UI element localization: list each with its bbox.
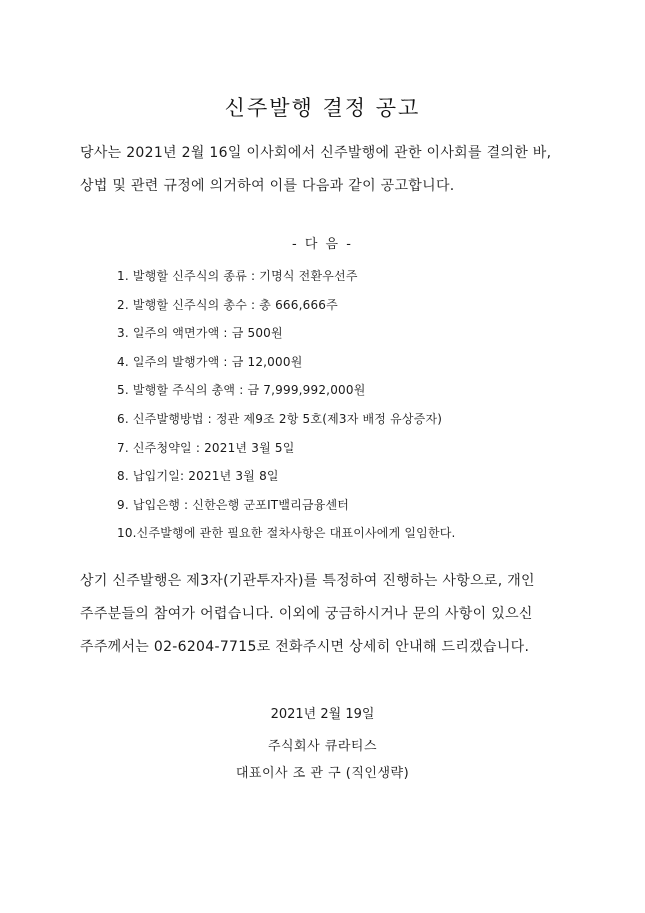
subheading: - 다 음 -: [292, 237, 353, 252]
list-item: 7. 신주청약일 : 2021년 3월 5일: [117, 440, 295, 455]
list-item: 5. 발행할 주식의 총액 : 금 7,999,992,000원: [117, 383, 366, 398]
intro-paragraph: [80, 137, 590, 203]
closing-line: 주주께서는 02-6204-7715로 전화주시면 상세히 안내해 드리겠습니다.: [80, 639, 530, 655]
company-name: 주식회사 큐라티스: [267, 739, 378, 754]
list-item: 9. 납입은행 : 신한은행 군포IT밸리금융센터: [117, 497, 350, 512]
list-item: 10.신주발행에 관한 필요한 절차사항은 대표이사에게 일임한다.: [117, 526, 456, 541]
closing-line: 주주분들의 참여가 어렵습니다. 이외에 궁금하시거나 문의 사항이 있으신: [80, 606, 533, 622]
intro-line: 당사는 2021년 2월 16일 이사회에서 신주발행에 관한 이사회를 결의한 바,: [80, 145, 552, 161]
list-item: 3. 일주의 액면가액 : 금 500원: [117, 326, 283, 341]
closing-line: 상기 신주발행은 제3자(기관투자자)를 특정하여 진행하는 사항으로, 개인: [80, 573, 535, 589]
list-item: 6. 신주발행방법 : 정관 제9조 2항 5호(제3자 배정 유상증자): [117, 411, 443, 426]
notice-date: 2021년 2월 19일: [270, 707, 375, 722]
item-list: [117, 262, 456, 548]
ceo-signature-line: 대표이사 조 관 구 (직인생략): [235, 766, 410, 781]
list-item: 2. 발행할 신주식의 총수 : 총 666,666주: [117, 297, 338, 312]
list-item: 1. 발행할 신주식의 종류 : 기명식 전환우선주: [117, 269, 358, 283]
document-title: 신주발행 결정 공고: [224, 96, 421, 120]
list-item: 8. 납입기일: 2021년 3월 8일: [117, 469, 279, 484]
intro-line: 상법 및 관련 규정에 의거하여 이를 다음과 같이 공고합니다.: [80, 178, 455, 194]
list-item: 4. 일주의 발행가액 : 금 12,000원: [117, 354, 303, 369]
closing-paragraph: [80, 565, 590, 664]
